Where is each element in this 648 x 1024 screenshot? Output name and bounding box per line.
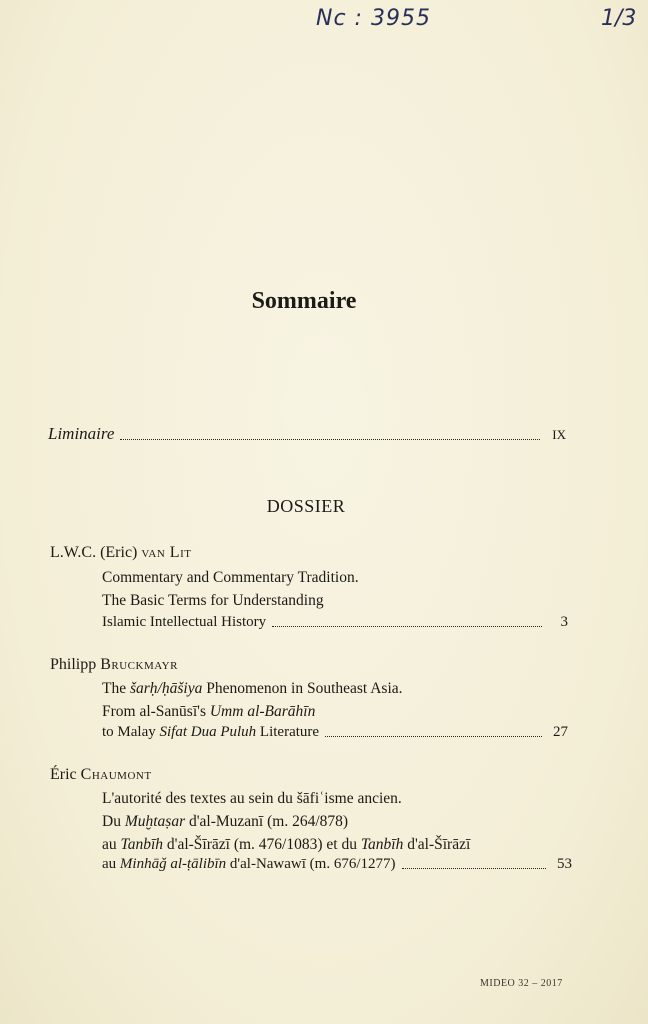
dot-leader xyxy=(120,439,540,440)
text-run: d'al-Šīrāzī (m. 476/1083) et du xyxy=(163,836,361,853)
author-last-name: van Lit xyxy=(141,544,192,561)
entry-title-line: L'autorité des textes au sein du šāfiʿisme ancien. xyxy=(102,790,402,807)
entry-title-line xyxy=(102,724,319,741)
toc-row-entry-1[interactable] xyxy=(102,614,568,631)
text-run-italic: Tanbīh xyxy=(120,836,164,853)
author-name xyxy=(50,766,152,784)
text-run: au xyxy=(102,836,121,853)
text-run: Literature xyxy=(256,724,320,740)
entry-title-line: Commentary and Commentary Tradition. xyxy=(102,569,359,586)
handwritten-folio: 1/3 xyxy=(601,6,637,31)
text-run: d'al-Šīrāzī xyxy=(403,836,471,853)
text-run-italic: Umm al-Barāhīn xyxy=(209,703,316,720)
handwritten-shelf-number: Nc : 3955 xyxy=(316,6,431,31)
dot-leader xyxy=(272,626,542,627)
entry-title-line: The Basic Terms for Understanding xyxy=(102,592,324,609)
text-run-italic: Sifat Dua Puluh xyxy=(159,724,257,740)
text-run-italic: Muḫtaṣar xyxy=(124,813,186,830)
entry-title-line xyxy=(102,836,470,854)
liminaire-label: Liminaire xyxy=(48,424,115,443)
entry-title-line xyxy=(102,703,315,721)
text-run: au xyxy=(102,856,120,872)
author-first-name: Éric xyxy=(50,766,77,783)
text-run: d'al-Nawawī (m. 676/1277) xyxy=(226,856,396,872)
entry-title-line xyxy=(102,813,348,831)
toc-row-liminaire[interactable] xyxy=(48,424,566,444)
text-run-italic: Minhāǧ al-ṭālibīn xyxy=(119,856,227,872)
page-number: 53 xyxy=(557,856,572,872)
journal-footer: MIDEO 32 – 2017 xyxy=(480,978,563,989)
page-number: 27 xyxy=(553,724,568,740)
author-last-name: Bruckmayr xyxy=(100,656,178,673)
section-heading: DOSSIER xyxy=(266,496,346,516)
entry-title-line xyxy=(102,680,403,698)
text-run-italic: šarḥ/ḥāšiya xyxy=(129,680,203,697)
entry-title-line: Islamic Intellectual History xyxy=(102,614,267,630)
entry-title-line xyxy=(102,856,396,873)
page-title: Sommaire xyxy=(251,288,357,314)
page-number: IX xyxy=(552,427,566,442)
page-number: 3 xyxy=(560,614,568,630)
show-through-text xyxy=(60,98,540,298)
author-first-name: Philipp xyxy=(50,656,97,673)
text-run: The xyxy=(102,680,130,697)
text-run: d'al-Muzanī (m. 264/878) xyxy=(185,813,349,830)
dot-leader xyxy=(325,736,542,737)
text-run-italic: Tanbīh xyxy=(360,836,404,853)
toc-row-entry-2[interactable] xyxy=(102,724,568,741)
text-run: Phenomenon in Southeast Asia. xyxy=(202,680,403,697)
author-first-name: L.W.C. (Eric) xyxy=(50,544,138,561)
text-run: From al-Sanūsī's xyxy=(102,703,210,720)
text-run: Du xyxy=(102,813,125,830)
text-run: to Malay xyxy=(102,724,160,740)
dot-leader xyxy=(402,868,546,869)
author-name xyxy=(50,656,178,674)
author-last-name: Chaumont xyxy=(80,766,152,783)
author-name xyxy=(50,544,191,562)
toc-row-entry-3[interactable] xyxy=(102,856,572,873)
